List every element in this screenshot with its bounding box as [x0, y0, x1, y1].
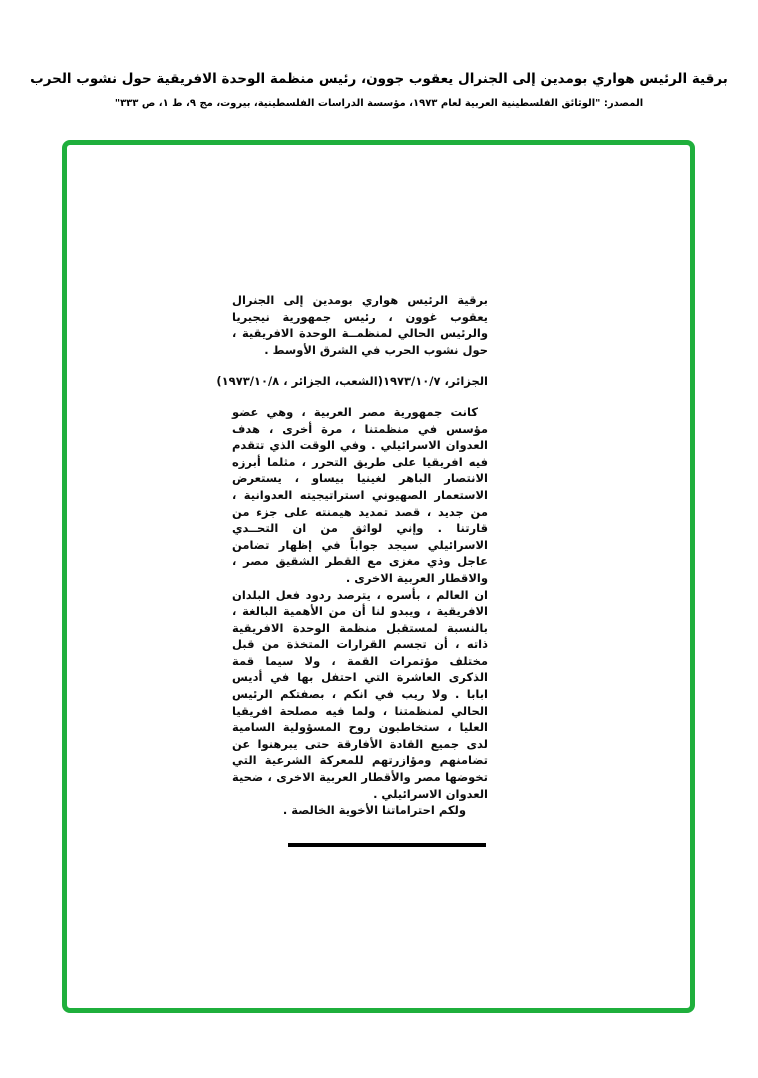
document-dateline	[216, 373, 488, 390]
document-paragraph-2: ان العالم ، بأسره ، يترصد ردود فعل البلدان الافريقية ، ويبدو لنا أن من الأهمية البالغة ، بالنسبة لمستقبل منظمة الوحدة الافريقية ذاته ، أن تجسم القرارات المتخذة من قبل مختلف مؤتمرات القمة ، ولا سيما قمة الذكرى العاشرة التي احتفل بها في أديس ابابا . ولا ريب في انكم ، بصفتكم الرئيس الحالي لمنظمتنا ، ولما فيه مصلحة افريقيا العليا ، ستخاطبون روح المسؤولية السامية لدى جميع القادة الأفارقة حتى يبرهنوا عن تضامنهم ومؤازرتهم للمعركة الشرعية التي تخوضها مصر والأقطار العربية الاخرى ، ضحية العدوان الاسرائيلي .	[232, 587, 488, 801]
dateline-citation: (الشعب، الجزائر ، ١٩٧٣/١٠/٨)	[216, 374, 383, 389]
source-citation: المصدر: "الوثائق الفلسطينية العربية لعام ١٩٧٣، مؤسسة الدراسات الفلسطينية، بيروت، مج ٩، ط ١، ص ٣٣٣"	[114, 98, 644, 109]
page-title: برقية الرئيس هواري بومدين إلى الجنرال يعقوب جوون، رئيس منظمة الوحدة الافريقية حول نشوب الحرب	[30, 71, 728, 87]
document-closing-line: ولكم احتراماتنا الأخوية الخالصة .	[282, 803, 466, 818]
document-paragraph-1: كانت جمهورية مصر العربية ، وهي عضو مؤسس في منظمتنا ، مرة أخرى ، هدف العدوان الاسرائيلي . وفي الوقت الذي تتقدم فيه افريقيا على طريق التحرر ، مثلما أبرزه الانتصار الباهر لغينيا بيساو ، يستعرض الاستعمار الصهيوني استراتيجيته العدوانية ، من جديد ، قصد تمديد هيمنته على جزء من قارتنا . وإني لواثق من ان التحــدي الاسرائيلي سيجد جواباً في إظهار تضامن عاجل وذي مغزى مع القطر الشقيق مصر ، والاقطار العربية الاخرى .	[232, 404, 488, 585]
document-intro-paragraph: برقية الرئيس هواري بومدين إلى الجنرال يعقوب غوون ، رئيس جمهورية نيجيريا والرئيس الحالي لمنظمــة الوحدة الافريقية ، حول نشوب الحرب في الشرق الأوسط .	[232, 293, 488, 357]
divider-line	[288, 843, 486, 847]
dateline-place-date: الجزائر، ١٩٧٣/١٠/٧	[382, 374, 488, 389]
document-body	[216, 292, 488, 847]
